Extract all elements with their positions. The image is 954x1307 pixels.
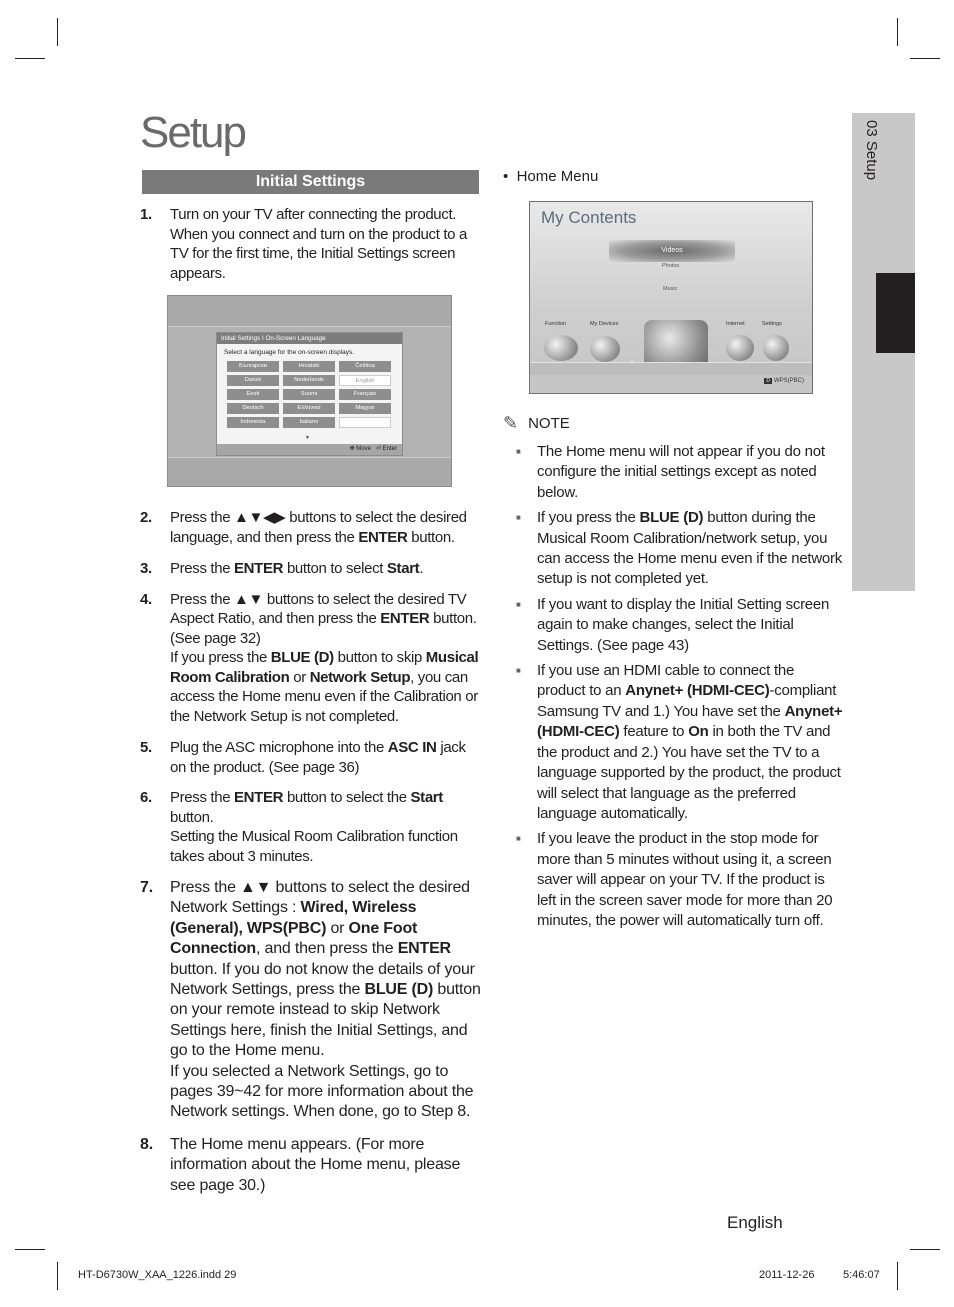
language-dialog [216, 332, 403, 456]
function-icon [544, 335, 578, 361]
language-option: Ελληνικά [283, 403, 335, 414]
crop-mark [15, 58, 45, 59]
section-title: Initial Settings [142, 170, 479, 194]
language-option: Deutsch [227, 403, 279, 414]
home-menu-label: • Home Menu [503, 168, 599, 185]
footer-file: HT-D6730W_XAA_1226.indd 29 [78, 1269, 237, 1281]
gear-icon [763, 335, 789, 361]
icon-label-settings: Settings [762, 321, 782, 327]
crop-mark [897, 18, 898, 46]
dialog-footer [217, 444, 402, 455]
wps-label: WPS(PBC) [774, 378, 804, 384]
enter-icon: ⏎ [375, 446, 381, 452]
footer-enter: Enter [382, 446, 397, 452]
bullet-square-icon: ■ [516, 666, 521, 676]
note-list [503, 442, 843, 931]
language-option: Italiano [283, 417, 335, 428]
language-grid [227, 361, 393, 428]
note-item-text: If you press the BLUE (D) button during the Musical Room Calibration/network setup, you can access the Home menu even if the network setup is not completed yet. [537, 509, 842, 588]
side-tab-marker [876, 273, 915, 353]
crop-mark [910, 58, 940, 59]
step-number: 4. [140, 590, 152, 608]
step-text: Turn on your TV after connecting the product. When you connect and turn on the product to a TV for the first time, the Initial Settings screen appears. [170, 206, 467, 282]
side-tab-label: 03 Setup [863, 120, 880, 181]
step-number: 6. [140, 789, 152, 806]
step [140, 508, 482, 547]
chapter-side-tab [852, 113, 915, 591]
footer-date: 2011-12-26 [759, 1269, 815, 1281]
pencil-icon: ✎ [503, 413, 519, 433]
scroll-down-icon: ▼ [305, 435, 310, 441]
bullet-square-icon: ■ [516, 513, 521, 523]
blue-d-key-icon: D [766, 378, 770, 384]
icon-label-function: Function [545, 321, 567, 327]
icon-label-internet: Internet [726, 321, 745, 327]
language-option: Български [227, 361, 279, 372]
move-icon: ✥ [349, 446, 355, 452]
page-title: Setup [140, 108, 245, 157]
wps-hint [764, 378, 804, 384]
note-item-text: If you use an HDMI cable to connect the product to an Anynet+ (HDMI-CEC)-compliant Samsung TV and 1.) You have set the Anynet+ (HDMI-CEC) feature to On in both the TV and the product and 2.) You have set the TV to a language supported by the product, the product will select that language as the preferred language automatically. [537, 662, 843, 822]
crop-mark [57, 18, 58, 46]
language-option: Magyar [339, 403, 391, 414]
step-text: Press the ENTER button to select the Start button. Setting the Musical Room Calibration function takes about 3 minutes. [170, 789, 458, 865]
internet-icon [726, 335, 754, 361]
step-text: The Home menu appears. (For more information about the Home menu, please see page 30.) [170, 1135, 461, 1194]
note-item [503, 442, 843, 503]
dialog-header: Initial Settings I On-Screen Language [217, 333, 402, 344]
step [140, 1135, 482, 1196]
language-option: Čeština [339, 361, 391, 372]
note-item [503, 595, 843, 656]
crop-mark [897, 1262, 898, 1290]
icon-label-my-devices: My Devices [590, 321, 619, 327]
language-option: Dansk [227, 375, 279, 386]
dialog-prompt: Select a language for the on-screen displays. [224, 349, 355, 356]
home-menu-label-text: Home Menu [516, 168, 599, 185]
step-text: Press the ▲▼ buttons to select the desired TV Aspect Ratio, and then press the ENTER button. (See page 32) If you press the BLUE (D) button to skip Musical Room Calibration or Network Setup, you can access the Home menu even if the Calibration or the Network Setup is not completed. [170, 590, 479, 725]
step-number: 1. [140, 206, 152, 223]
step [140, 559, 482, 579]
note-item-text: The Home menu will not appear if you do not configure the initial settings except as noted below. [537, 443, 825, 501]
step-number: 8. [140, 1135, 153, 1153]
language-option: Nederlands [283, 375, 335, 386]
step [140, 788, 482, 866]
note-item [503, 829, 843, 931]
crop-mark [910, 1249, 940, 1250]
my-contents-brand: My Contents [541, 208, 637, 227]
step-text: Press the ENTER button to select Start. [170, 560, 424, 577]
step-text: Press the ▲▼◀▶ buttons to select the desired language, and then press the ENTER button. [170, 509, 467, 546]
step [140, 878, 482, 1123]
step [140, 590, 482, 727]
footer-move: Move [356, 446, 371, 452]
my-devices-icon [590, 336, 620, 362]
step-number: 5. [140, 739, 152, 756]
note-title: NOTE [528, 415, 570, 432]
crop-mark [57, 1262, 58, 1290]
language-footer: English [727, 1213, 783, 1232]
note-box [503, 413, 843, 936]
bullet-square-icon: ■ [516, 834, 521, 844]
screen-top-band [168, 296, 451, 327]
step-text: Plug the ASC microphone into the ASC IN jack on the product. (See page 36) [170, 739, 466, 776]
bullet-square-icon: ■ [516, 599, 521, 609]
note-item-text: If you want to display the Initial Setting screen again to make changes, select the Initial Settings. (See page 43) [537, 595, 830, 654]
crop-mark [15, 1249, 45, 1250]
note-item [503, 661, 843, 824]
icon-shelf [530, 362, 812, 376]
step-number: 3. [140, 560, 152, 577]
home-menu-screenshot [529, 201, 813, 394]
language-option: Suomi [283, 389, 335, 400]
language-option: English [339, 375, 391, 386]
menu-item-photos: Photos [662, 263, 680, 269]
note-item-text: If you leave the product in the stop mode for more than 5 minutes without using it, a screen saver will appear on your TV. If the product is left in the screen saver mode for more than 20 minutes, the power will automatically turn off. [537, 830, 833, 929]
menu-item-music: Music [663, 286, 678, 292]
language-option: Français [339, 389, 391, 400]
step [140, 205, 482, 283]
step [140, 738, 482, 777]
step-number: 2. [140, 509, 152, 526]
screen-bottom-band [168, 457, 451, 486]
step-number: 7. [140, 879, 153, 896]
initial-settings-screenshot [167, 295, 452, 487]
menu-item-videos: Videos [609, 240, 735, 262]
step-text: Press the ▲▼ buttons to select the desired Network Settings : Wired, Wireless (General), WPS(PBC) or One Foot Connection, and then press the ENTER button. If you do not know the details of your Network Settings, press the BLUE (D) button on your remote instead to skip Network Settings here, finish the Initial Settings, and go to the Home menu. If you selected a Network Settings, go to pages 39~42 for more information about the Network settings. When done, go to Step 8. [170, 879, 481, 1121]
bullet-square-icon: ■ [516, 447, 521, 456]
note-header [503, 413, 843, 434]
language-option: Hrvatski [283, 361, 335, 372]
language-option: Indonesia [227, 417, 279, 428]
footer-time: 5:46:07 [843, 1269, 880, 1281]
language-option [339, 417, 391, 428]
note-item [503, 508, 843, 590]
language-option: Eesti [227, 389, 279, 400]
